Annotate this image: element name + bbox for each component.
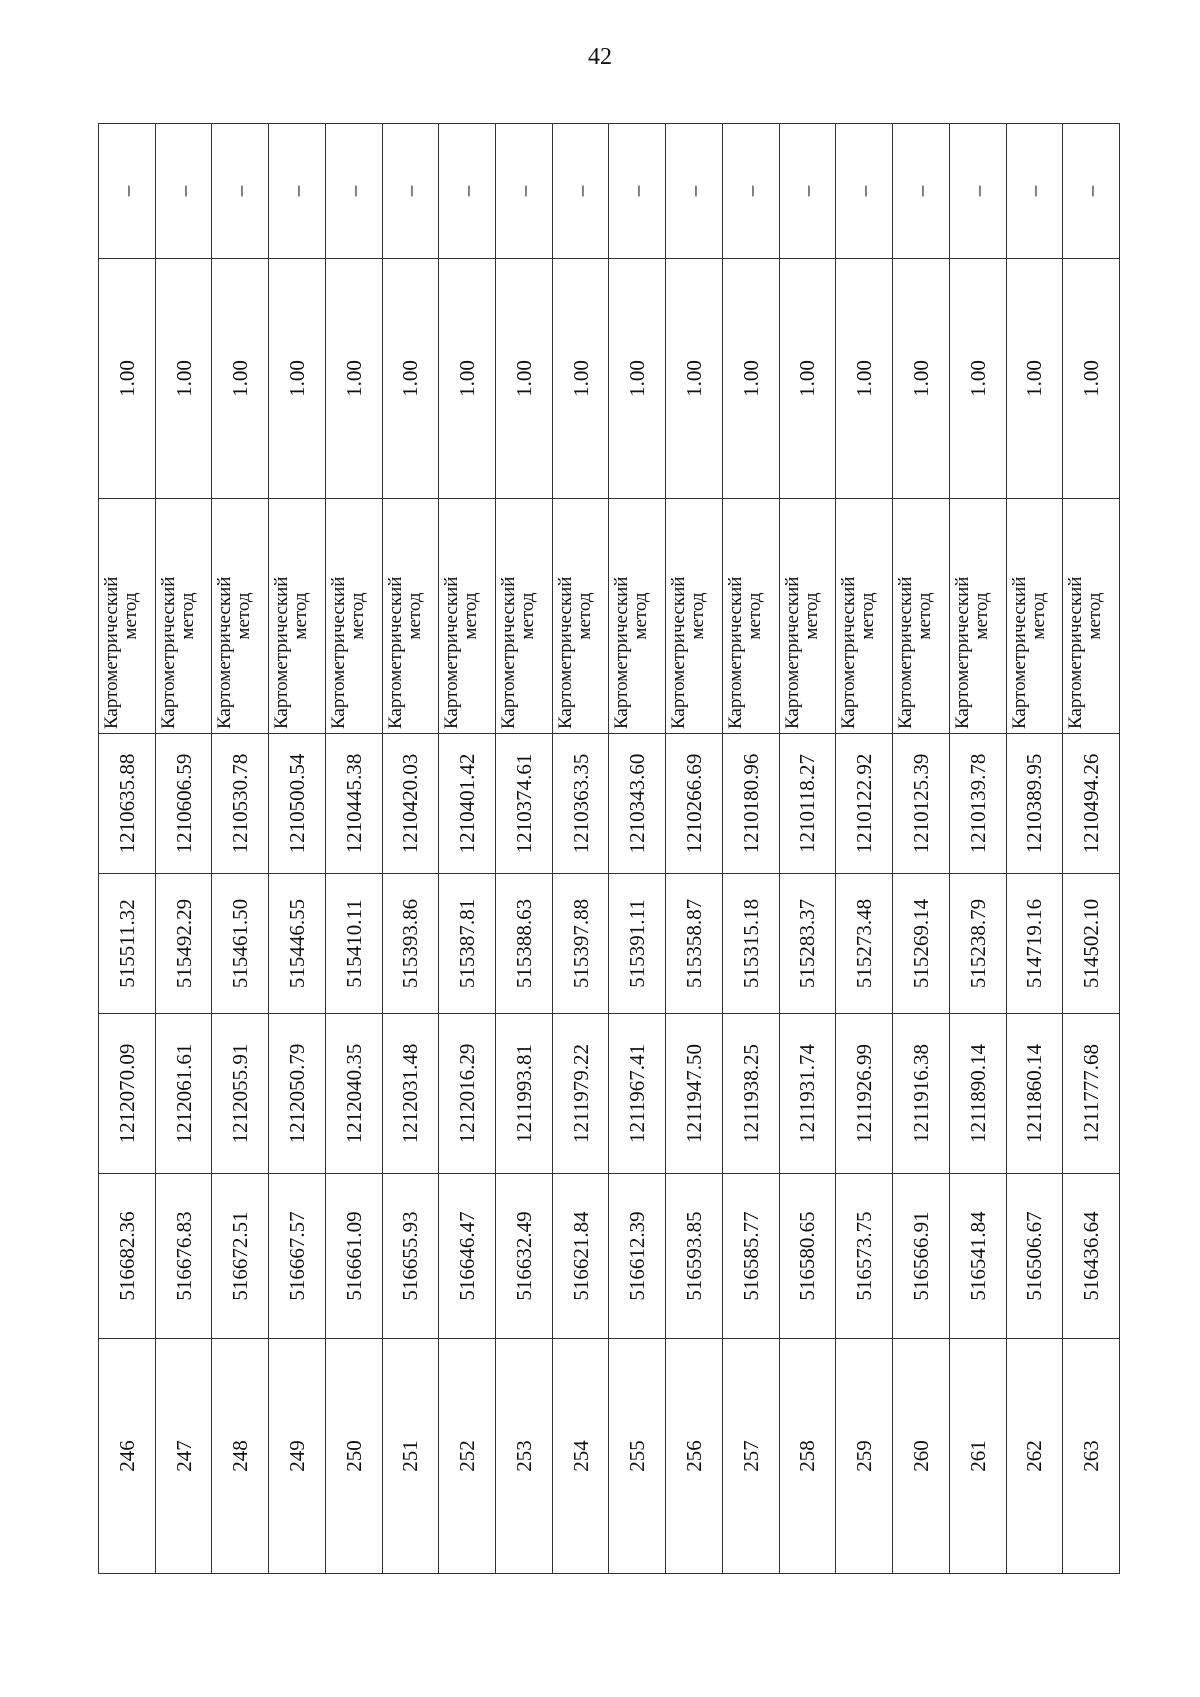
y-coordinate-2-cell: 1210606.59 [155,734,212,874]
y-coordinate-2-cell: 1210118.27 [779,734,836,874]
x-coordinate-2-cell: 515461.50 [212,874,269,1014]
accuracy-cell: 1.00 [99,259,156,499]
accuracy-cell: 1.00 [893,259,950,499]
y-coordinate-2-cell: 1210343.60 [609,734,666,874]
x-coordinate-cell: 516682.36 [99,1174,156,1339]
note-cell: – [382,124,439,259]
y-coordinate-cell: 1211860.14 [1006,1014,1063,1174]
x-coordinate-2-cell: 515397.88 [552,874,609,1014]
method-cell [893,499,950,734]
y-coordinate-cell: 1212070.09 [99,1014,156,1174]
method-cell [212,499,269,734]
x-coordinate-2-cell: 515388.63 [496,874,553,1014]
x-coordinate-cell: 516593.85 [666,1174,723,1339]
y-coordinate-cell: 1211777.68 [1063,1014,1120,1174]
accuracy-cell: 1.00 [949,259,1006,499]
point-number-cell: 254 [552,1339,609,1574]
point-number-cell: 247 [155,1339,212,1574]
method-line-1: Картометрический [327,576,349,729]
y-coordinate-2-cell: 1210139.78 [949,734,1006,874]
y-coordinate-cell: 1211931.74 [779,1014,836,1174]
method-line-1: Картометрический [895,576,917,729]
note-cell: – [325,124,382,259]
x-coordinate-cell: 516580.65 [779,1174,836,1339]
y-coordinate-2-cell: 1210401.42 [439,734,496,874]
table-row [949,124,1006,1574]
method-line-2: метод [120,592,141,640]
point-number-cell: 249 [269,1339,326,1574]
x-coordinate-2-cell: 515315.18 [722,874,779,1014]
note-cell: – [1006,124,1063,259]
y-coordinate-2-cell: 1210363.35 [552,734,609,874]
table-row [1063,124,1120,1574]
accuracy-cell: 1.00 [666,259,723,499]
y-coordinate-cell: 1211967.41 [609,1014,666,1174]
method-line-1: Картометрический [271,576,293,729]
page-number: 42 [588,44,612,70]
x-coordinate-2-cell: 515269.14 [893,874,950,1014]
point-number-cell: 263 [1063,1339,1120,1574]
point-number-cell: 258 [779,1339,836,1574]
method-line-1: Картометрический [101,576,122,729]
y-coordinate-2-cell: 1210266.69 [666,734,723,874]
method-cell [1006,499,1063,734]
note-cell: – [212,124,269,259]
x-coordinate-2-cell: 515492.29 [155,874,212,1014]
method-line-2: метод [517,592,539,640]
y-coordinate-2-cell: 1210635.88 [99,734,156,874]
accuracy-cell: 1.00 [269,259,326,499]
table-row [836,124,893,1574]
note-cell: – [893,124,950,259]
x-coordinate-cell: 516541.84 [949,1174,1006,1339]
table-row [1006,124,1063,1574]
method-line-2: метод [176,592,198,640]
x-coordinate-cell: 516506.67 [1006,1174,1063,1339]
y-coordinate-2-cell: 1210530.78 [212,734,269,874]
y-coordinate-2-cell: 1210374.61 [496,734,553,874]
y-coordinate-cell: 1212031.48 [382,1014,439,1174]
x-coordinate-cell: 516667.57 [269,1174,326,1339]
table-row [155,124,212,1574]
method-line-1: Картометрический [498,576,520,729]
accuracy-cell: 1.00 [779,259,836,499]
x-coordinate-2-cell: 515238.79 [949,874,1006,1014]
x-coordinate-cell: 516672.51 [212,1174,269,1339]
y-coordinate-2-cell: 1210500.54 [269,734,326,874]
method-cell [439,499,496,734]
x-coordinate-cell: 516655.93 [382,1174,439,1339]
method-line-2: метод [346,592,368,640]
x-coordinate-2-cell: 515358.87 [666,874,723,1014]
note-cell: – [552,124,609,259]
y-coordinate-cell: 1212050.79 [269,1014,326,1174]
point-number-cell: 259 [836,1339,893,1574]
method-line-2: метод [460,592,482,640]
note-cell: – [439,124,496,259]
note-cell: – [155,124,212,259]
method-cell [325,499,382,734]
x-coordinate-cell: 516646.47 [439,1174,496,1339]
method-cell [949,499,1006,734]
accuracy-cell: 1.00 [496,259,553,499]
accuracy-cell: 1.00 [609,259,666,499]
table-row [552,124,609,1574]
x-coordinate-cell: 516573.75 [836,1174,893,1339]
y-coordinate-2-cell: 1210125.39 [893,734,950,874]
x-coordinate-2-cell: 515446.55 [269,874,326,1014]
x-coordinate-cell: 516676.83 [155,1174,212,1339]
y-coordinate-2-cell: 1210180.96 [722,734,779,874]
y-coordinate-2-cell: 1210494.26 [1063,734,1120,874]
x-coordinate-cell: 516566.91 [893,1174,950,1339]
y-coordinate-cell: 1212055.91 [212,1014,269,1174]
point-number-cell: 253 [496,1339,553,1574]
method-line-2: метод [687,592,709,640]
point-number-cell: 251 [382,1339,439,1574]
table-body [99,124,1120,1574]
x-coordinate-2-cell: 515273.48 [836,874,893,1014]
x-coordinate-cell: 516585.77 [722,1174,779,1339]
table-row [439,124,496,1574]
method-cell [155,499,212,734]
y-coordinate-cell: 1211916.38 [893,1014,950,1174]
table-row [212,124,269,1574]
method-line-1: Картометрический [668,576,690,729]
x-coordinate-cell: 516661.09 [325,1174,382,1339]
x-coordinate-cell: 516632.49 [496,1174,553,1339]
method-line-2: метод [970,592,992,640]
table-wrapper [98,124,1120,1574]
x-coordinate-2-cell: 514719.16 [1006,874,1063,1014]
x-coordinate-2-cell: 514502.10 [1063,874,1120,1014]
accuracy-cell: 1.00 [836,259,893,499]
y-coordinate-2-cell: 1210122.92 [836,734,893,874]
table-row [666,124,723,1574]
x-coordinate-2-cell: 515387.81 [439,874,496,1014]
note-cell: – [269,124,326,259]
method-line-1: Картометрический [611,576,633,729]
table-row [99,124,156,1574]
method-line-2: метод [1027,592,1049,640]
accuracy-cell: 1.00 [722,259,779,499]
method-cell [496,499,553,734]
table-row [779,124,836,1574]
method-cell [722,499,779,734]
table-row [893,124,950,1574]
note-cell: – [1063,124,1120,259]
x-coordinate-2-cell: 515511.32 [99,874,156,1014]
point-number-cell: 252 [439,1339,496,1574]
accuracy-cell: 1.00 [155,259,212,499]
method-line-1: Картометрический [951,576,973,729]
method-line-2: метод [403,592,425,640]
y-coordinate-2-cell: 1210420.03 [382,734,439,874]
y-coordinate-cell: 1212061.61 [155,1014,212,1174]
point-number-cell: 255 [609,1339,666,1574]
note-cell: – [949,124,1006,259]
method-line-2: метод [573,592,595,640]
y-coordinate-cell: 1211993.81 [496,1014,553,1174]
method-cell [666,499,723,734]
method-line-1: Картометрический [1008,576,1030,729]
note-cell: – [99,124,156,259]
y-coordinate-cell: 1211947.50 [666,1014,723,1174]
method-line-2: метод [1084,592,1106,640]
point-number-cell: 250 [325,1339,382,1574]
point-number-cell: 262 [1006,1339,1063,1574]
method-line-1: Картометрический [1065,576,1087,729]
table-row [325,124,382,1574]
y-coordinate-2-cell: 1210445.38 [325,734,382,874]
point-number-cell: 248 [212,1339,269,1574]
method-line-2: метод [800,592,822,640]
y-coordinate-cell: 1211926.99 [836,1014,893,1174]
method-cell [779,499,836,734]
method-cell [552,499,609,734]
method-line-1: Картометрический [724,576,746,729]
table-row [722,124,779,1574]
y-coordinate-cell: 1211938.25 [722,1014,779,1174]
accuracy-cell: 1.00 [552,259,609,499]
y-coordinate-cell: 1212040.35 [325,1014,382,1174]
accuracy-cell: 1.00 [325,259,382,499]
note-cell: – [836,124,893,259]
method-cell [99,499,156,734]
note-cell: – [609,124,666,259]
method-line-1: Картометрический [781,576,803,729]
accuracy-cell: 1.00 [212,259,269,499]
x-coordinate-2-cell: 515410.11 [325,874,382,1014]
x-coordinate-2-cell: 515283.37 [779,874,836,1014]
y-coordinate-cell: 1212016.29 [439,1014,496,1174]
x-coordinate-2-cell: 515391.11 [609,874,666,1014]
note-cell: – [666,124,723,259]
method-line-2: метод [233,592,255,640]
accuracy-cell: 1.00 [382,259,439,499]
method-cell [609,499,666,734]
table-row [382,124,439,1574]
x-coordinate-cell: 516436.64 [1063,1174,1120,1339]
method-line-1: Картометрический [554,576,576,729]
method-line-2: метод [743,592,765,640]
method-line-2: метод [290,592,312,640]
x-coordinate-cell: 516621.84 [552,1174,609,1339]
point-number-cell: 256 [666,1339,723,1574]
accuracy-cell: 1.00 [1063,259,1120,499]
method-cell [1063,499,1120,734]
method-line-1: Картометрический [838,576,860,729]
method-line-1: Картометрический [157,576,179,729]
table-row [496,124,553,1574]
note-cell: – [722,124,779,259]
y-coordinate-cell: 1211890.14 [949,1014,1006,1174]
method-line-1: Картометрический [384,576,406,729]
table-row [609,124,666,1574]
method-cell [382,499,439,734]
note-cell: – [779,124,836,259]
accuracy-cell: 1.00 [439,259,496,499]
accuracy-cell: 1.00 [1006,259,1063,499]
table-row [269,124,326,1574]
method-line-2: метод [630,592,652,640]
method-line-1: Картометрический [441,576,463,729]
rotated-table-container [98,124,1120,1574]
x-coordinate-cell: 516612.39 [609,1174,666,1339]
method-cell [269,499,326,734]
method-line-1: Картометрический [214,576,236,729]
method-cell [836,499,893,734]
method-line-2: метод [857,592,879,640]
point-number-cell: 261 [949,1339,1006,1574]
x-coordinate-2-cell: 515393.86 [382,874,439,1014]
point-number-cell: 257 [722,1339,779,1574]
note-cell: – [496,124,553,259]
y-coordinate-2-cell: 1210389.95 [1006,734,1063,874]
method-line-2: метод [914,592,936,640]
y-coordinate-cell: 1211979.22 [552,1014,609,1174]
point-number-cell: 260 [893,1339,950,1574]
point-number-cell: 246 [99,1339,156,1574]
coordinates-table [98,123,1120,1574]
